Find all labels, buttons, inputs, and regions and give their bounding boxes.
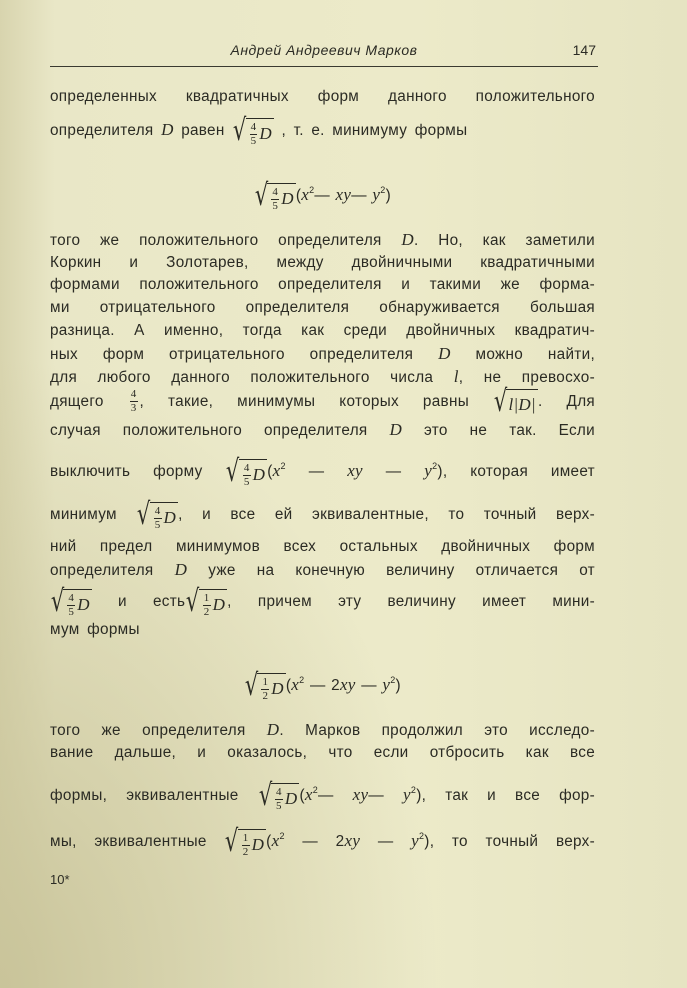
- fraction-numerator: 4: [272, 185, 279, 198]
- text-run: . Марков продолжил это исследо-: [279, 722, 595, 739]
- text-run: того же определителя: [50, 722, 267, 739]
- text-run: (: [267, 463, 273, 480]
- math-variable: y: [372, 185, 381, 204]
- text-run: — 2: [304, 677, 340, 694]
- page-header: [50, 40, 598, 67]
- text-run: —: [314, 187, 336, 204]
- radical-sign-icon: √: [254, 177, 269, 213]
- text-line: [50, 110, 595, 150]
- fraction-denominator: 5: [250, 134, 257, 147]
- math-variable: D: [401, 230, 414, 249]
- radicand: [271, 783, 299, 813]
- math-variable: D: [281, 189, 294, 209]
- text-run: , причем эту величину имеет мини-: [227, 593, 596, 610]
- text-line: [50, 816, 595, 859]
- radicand: [239, 459, 267, 489]
- fraction-numerator: 4: [250, 120, 257, 133]
- text-run: мы, эквивалентные: [50, 833, 225, 850]
- text-run: —: [360, 833, 412, 850]
- text-run: того же положительного определителя: [50, 232, 402, 249]
- radical-sign-icon: √: [225, 823, 239, 859]
- text-run: ), то точный верх-: [424, 833, 595, 850]
- math-variable: D: [174, 560, 188, 579]
- text-run: случая положительного определителя: [50, 422, 390, 439]
- math-variable: y: [411, 831, 419, 850]
- math-variable: D: [161, 120, 174, 139]
- math-variable: D: [284, 789, 298, 809]
- text-run: мум формы: [50, 621, 140, 638]
- math-variable: y: [382, 675, 391, 694]
- math-variable: x: [272, 461, 281, 480]
- text-run: ): [395, 677, 401, 694]
- radical-sign-icon: √: [493, 383, 508, 419]
- text-run: —: [362, 463, 425, 480]
- text-line: [50, 610, 595, 650]
- math-superscript: 2: [312, 785, 319, 795]
- math-square-root: [224, 825, 266, 859]
- math-fraction: [261, 676, 269, 703]
- text-run: —: [318, 787, 353, 804]
- text-run: ний предел минимумов всех остальных двойничных форм: [50, 538, 595, 555]
- text-run: и есть: [91, 593, 186, 610]
- text-run: ), которая имеет: [437, 463, 595, 480]
- math-fraction: [243, 462, 251, 489]
- math-fraction: [250, 121, 258, 148]
- math-variable: D: [212, 595, 226, 615]
- radicand: [257, 673, 285, 703]
- text-run: (: [295, 187, 302, 204]
- math-superscript: 2: [299, 675, 305, 685]
- math-superscript: 2: [432, 461, 438, 471]
- radicand: [238, 829, 266, 859]
- math-variable: D: [271, 679, 284, 699]
- text-run: вание дальше, и оказалось, что если отбросить как все: [50, 744, 595, 761]
- text-run: . Но, как заметили: [413, 232, 595, 249]
- radicand: [246, 118, 274, 148]
- math-variable: D: [77, 595, 90, 615]
- text-run: определителя: [50, 562, 175, 579]
- text-run: формы, эквивалентные: [50, 787, 258, 804]
- fraction-denominator: 5: [154, 518, 161, 531]
- math-variable: D: [389, 420, 403, 439]
- math-variable: x: [304, 785, 313, 804]
- text-run: Коркин и Золотарев, между двойничными квадратичными: [50, 254, 595, 271]
- text-run: —: [351, 187, 373, 204]
- radical-sign-icon: √: [244, 667, 259, 703]
- radical-sign-icon: √: [258, 777, 273, 813]
- page-number: 147: [572, 42, 596, 58]
- radical-sign-icon: √: [137, 496, 151, 532]
- fraction-numerator: 4: [130, 388, 137, 401]
- text-line: [50, 770, 596, 813]
- math-variable: xy: [339, 675, 356, 694]
- math-variable: D: [163, 508, 177, 528]
- text-run: —: [355, 677, 383, 694]
- math-square-root: [244, 669, 286, 703]
- display-formula: [50, 660, 595, 703]
- text-run: —: [285, 463, 348, 480]
- math-variable: x: [291, 675, 300, 694]
- text-run: , и все ей эквивалентные, то точный верх-: [178, 506, 595, 523]
- math-variable: y: [403, 785, 411, 804]
- math-square-root: [225, 455, 267, 489]
- math-variable: D: [438, 344, 451, 363]
- fraction-denominator: 2: [242, 845, 249, 858]
- math-superscript: 2: [390, 675, 396, 685]
- text-run: выключить форму: [50, 463, 226, 480]
- math-variable: y: [424, 461, 433, 480]
- fraction-numerator: 1: [242, 831, 249, 844]
- math-variable: D: [266, 720, 280, 739]
- math-variable: xy: [347, 461, 363, 480]
- display-formula: [50, 170, 595, 213]
- math-superscript: 2: [410, 785, 417, 795]
- text-run: уже на конечную величину отличается от: [187, 562, 595, 579]
- text-run: (: [266, 833, 272, 850]
- math-variable: x: [301, 185, 310, 204]
- math-square-root: [232, 114, 274, 148]
- radical-sign-icon: √: [50, 583, 65, 619]
- text-run: , не превосхо-: [458, 369, 595, 386]
- math-fraction: [271, 186, 279, 213]
- math-variable: l: [453, 367, 459, 386]
- radicand: [267, 183, 295, 213]
- math-variable: D: [251, 835, 265, 855]
- math-superscript: 2: [418, 831, 425, 841]
- text-run: разница. А именно, тогда как среди двойничных квадратич-: [50, 322, 595, 339]
- math-square-root: [254, 179, 296, 213]
- text-run: ми отрицательного определителя обнаруживается большая: [50, 299, 595, 316]
- fraction-numerator: 4: [68, 591, 75, 604]
- text-run: , такие, минимумы которых равны: [139, 393, 494, 410]
- text-run: ): [385, 187, 391, 204]
- text-run: дящего: [50, 393, 128, 410]
- radical-sign-icon: √: [186, 583, 200, 619]
- text-run: (: [299, 787, 305, 804]
- text-run: ), так и все фор-: [416, 787, 596, 804]
- radical-sign-icon: √: [233, 112, 247, 148]
- math-variable: D: [259, 124, 272, 144]
- fraction-numerator: 4: [243, 461, 250, 474]
- math-superscript: 2: [380, 185, 386, 195]
- math-variable: x: [271, 831, 280, 850]
- text-run: , т. е. минимуму формы: [273, 122, 468, 139]
- text-run: равен: [173, 122, 233, 139]
- math-variable: D: [252, 465, 266, 485]
- fraction-numerator: 4: [154, 504, 161, 517]
- math-variable: xy: [344, 831, 361, 850]
- math-fraction: [242, 832, 250, 859]
- text-run: . Для: [537, 393, 595, 410]
- fraction-denominator: 2: [203, 605, 210, 618]
- fraction-denominator: 5: [243, 475, 250, 488]
- text-run: (: [285, 677, 292, 694]
- text-run: определителя: [50, 122, 162, 139]
- text-run: формами положительного определителя и такими же форма-: [50, 276, 595, 293]
- fraction-numerator: 1: [203, 591, 210, 604]
- math-variable: xy: [335, 185, 352, 204]
- math-variable: l|D|: [508, 395, 536, 415]
- text-run: минимум: [50, 506, 137, 523]
- math-superscript: 2: [279, 831, 285, 841]
- fraction-denominator: 2: [262, 689, 269, 702]
- running-title: Андрей Андреевич Марков: [230, 42, 418, 58]
- fraction-denominator: 5: [276, 799, 282, 812]
- text-run: определенных квадратичных форм данного положительного: [50, 88, 595, 105]
- text-run: это не так. Если: [402, 422, 595, 439]
- math-square-root: [258, 779, 300, 813]
- text-run: — 2: [284, 833, 345, 850]
- fraction-numerator: 1: [262, 675, 269, 688]
- text-run: ных форм отрицательного определителя: [50, 346, 439, 363]
- signature-mark: 10*: [50, 872, 70, 887]
- math-superscript: 2: [309, 185, 315, 195]
- fraction-denominator: 5: [68, 605, 75, 618]
- math-variable: xy: [352, 785, 369, 804]
- fraction-denominator: 5: [272, 199, 279, 212]
- text-line: [50, 446, 595, 489]
- text-run: для любого данного положительного числа: [50, 369, 454, 386]
- radical-sign-icon: √: [226, 453, 240, 489]
- math-fraction: [275, 786, 283, 813]
- math-superscript: 2: [280, 461, 286, 471]
- fraction-numerator: 4: [276, 785, 282, 798]
- text-run: —: [368, 787, 404, 804]
- text-line: [50, 410, 595, 450]
- fraction-denominator: 3: [130, 402, 137, 415]
- text-run: можно найти,: [450, 346, 596, 363]
- text-line: [50, 733, 595, 773]
